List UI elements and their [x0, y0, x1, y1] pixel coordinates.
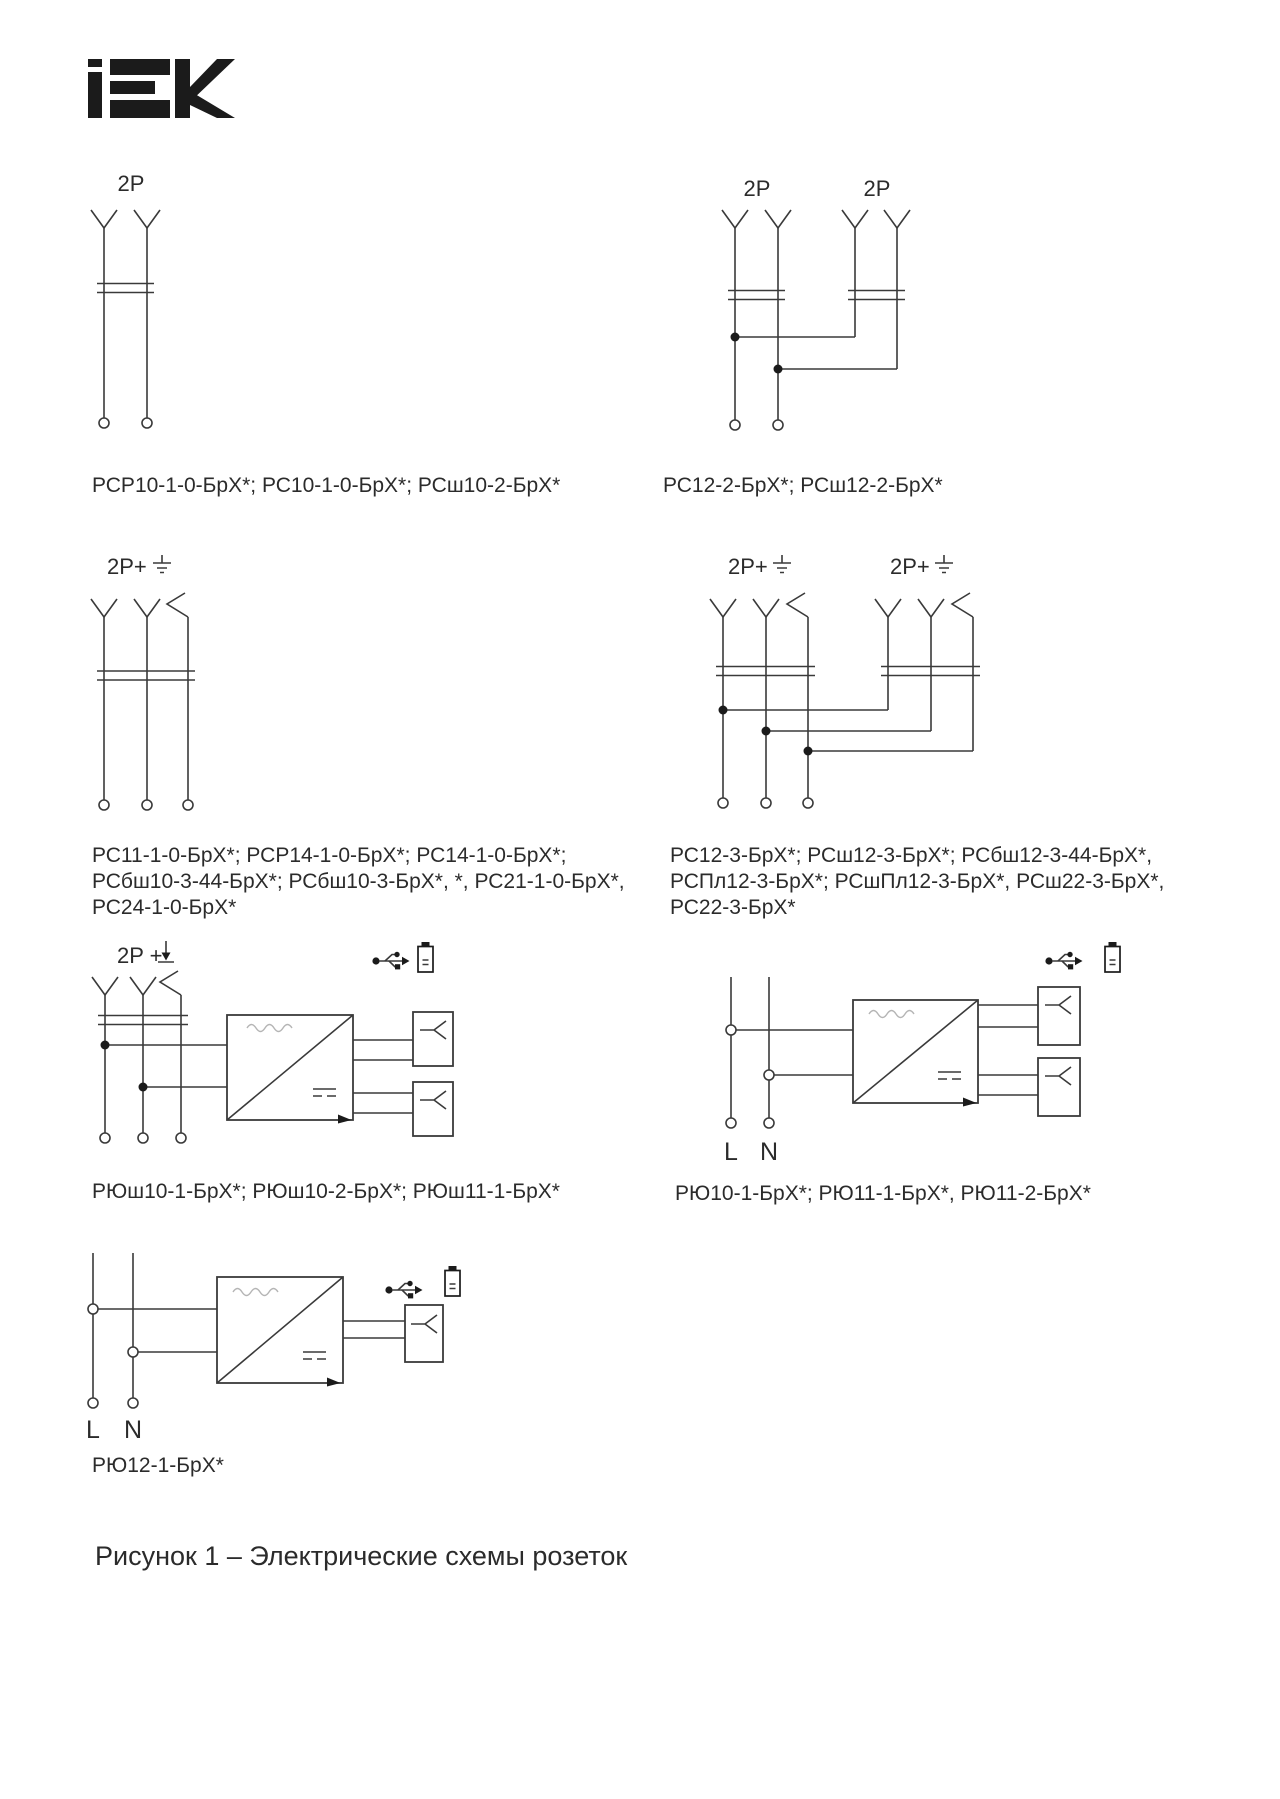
input-wires [93, 1309, 217, 1352]
arrow-icon [327, 1378, 341, 1387]
socket-bar [97, 284, 154, 293]
junction-dot [731, 333, 740, 342]
diagram-label: 2P [117, 171, 145, 196]
diagram-usb-2pe [80, 935, 470, 1150]
neutral-label: N [123, 1416, 143, 1444]
junction-dot [774, 365, 783, 374]
output-wires [978, 1005, 1038, 1095]
diagram-label: 2P [863, 176, 891, 201]
line-label: L [724, 1138, 738, 1166]
diagram-label: 2P+ [728, 554, 768, 579]
terminal [764, 1118, 774, 1128]
acdc-converter [853, 1000, 978, 1107]
diagram-label: 2P + [117, 943, 163, 968]
terminal [99, 418, 109, 428]
socket-bar [97, 671, 195, 680]
junction-circle [764, 1070, 774, 1080]
diagram-label: 2P+ [890, 554, 930, 579]
caption-line: РС22-3-БрХ* [670, 896, 796, 919]
acdc-converter [227, 1015, 353, 1124]
caption-socket-2pe-single [92, 843, 625, 921]
junction-dot [139, 1083, 148, 1092]
caption-socket-2p-double: РС12-2-БрХ*; РСш12-2-БрХ* [663, 474, 943, 497]
usb-output-port [413, 1012, 453, 1066]
socket-bars [728, 291, 905, 300]
caption-usb-2pe: РЮш10-1-БрХ*; РЮш10-2-БрХ*; РЮш11-1-БрХ* [92, 1180, 560, 1203]
diagram-label: 2P [743, 176, 771, 201]
acdc-converter [217, 1277, 343, 1387]
bridge-wires [723, 710, 973, 751]
line-label: L [86, 1416, 100, 1444]
terminal [726, 1118, 736, 1128]
terminal [128, 1398, 138, 1408]
caption-line: РС12-3-БрХ*; РСш12-3-БрХ*; РСбш12-3-44-БрХ*, [670, 844, 1153, 867]
figure-caption: Рисунок 1 – Электрические схемы розеток [95, 1541, 628, 1571]
socket-bars [716, 667, 980, 676]
usb-output-port [405, 1305, 443, 1362]
junction-circle [726, 1025, 736, 1035]
pole-wires [735, 228, 897, 420]
terminal [138, 1133, 148, 1143]
junction-dot [101, 1041, 110, 1050]
terminal [773, 420, 783, 430]
output-wires [353, 1040, 413, 1113]
caption-socket-2p-single: РСР10-1-0-БрХ*; РС10-1-0-БрХ*; РСш10-2-БрХ* [92, 474, 561, 497]
bridge-wires [735, 337, 897, 369]
terminal [803, 798, 813, 808]
terminal [142, 418, 152, 428]
arrow-icon [338, 1115, 352, 1124]
arrow-icon [963, 1098, 977, 1107]
terminal [176, 1133, 186, 1143]
diagram-socket-2pe-single [80, 535, 240, 827]
terminal [142, 800, 152, 810]
dc-symbol [938, 1072, 961, 1079]
caption-line: РСбш10-3-44-БрХ*; РСбш10-3-БрХ*, *, РС21-1-0-БрХ*, [92, 870, 625, 893]
caption-usb-ln-double: РЮ10-1-БрХ*; РЮ11-1-БрХ*, РЮ11-2-БрХ* [675, 1182, 1091, 1205]
pole-wires [731, 977, 769, 1118]
dc-symbol [303, 1352, 326, 1359]
diagram-socket-2p-single [80, 140, 230, 440]
usb-output-port [413, 1082, 453, 1136]
junction-circle [128, 1347, 138, 1357]
junction-dot [762, 727, 771, 736]
diagram-label: 2P+ [107, 554, 147, 579]
terminal [718, 798, 728, 808]
terminal [730, 420, 740, 430]
terminal [88, 1398, 98, 1408]
input-wires [105, 1045, 227, 1087]
junction-dot [804, 747, 813, 756]
terminal [99, 800, 109, 810]
terminal [100, 1133, 110, 1143]
pole-wires [104, 228, 147, 418]
caption-socket-2pe-double [670, 843, 1164, 921]
diagram-socket-2pe-double [615, 535, 995, 827]
diagram-usb-ln-single [75, 1250, 475, 1485]
terminal [183, 800, 193, 810]
diagram-socket-2p-double [620, 140, 920, 440]
diagram-usb-ln-double [625, 935, 1135, 1170]
junction-dot [719, 706, 728, 715]
usb-output-port [1038, 987, 1080, 1045]
junction-circle [88, 1304, 98, 1314]
caption-line: РС11-1-0-БрХ*; РСР14-1-0-БрХ*; РС14-1-0-БрХ*; [92, 844, 567, 867]
neutral-label: N [759, 1138, 779, 1166]
dc-symbol [313, 1089, 336, 1096]
caption-usb-ln-single: РЮ12-1-БрХ* [92, 1454, 224, 1477]
terminal [761, 798, 771, 808]
pole-wires [104, 617, 188, 800]
caption-line: РС24-1-0-БрХ* [92, 896, 237, 919]
usb-output-port [1038, 1058, 1080, 1116]
caption-line: РСПл12-3-БрХ*; РСшПл12-3-БрХ*, РСш22-3-БрХ*, [670, 870, 1165, 893]
pole-wires [93, 1253, 133, 1398]
output-wires [343, 1321, 405, 1338]
iek-logo [88, 55, 238, 119]
input-wires [731, 1030, 853, 1075]
pole-wires-left [723, 617, 808, 798]
